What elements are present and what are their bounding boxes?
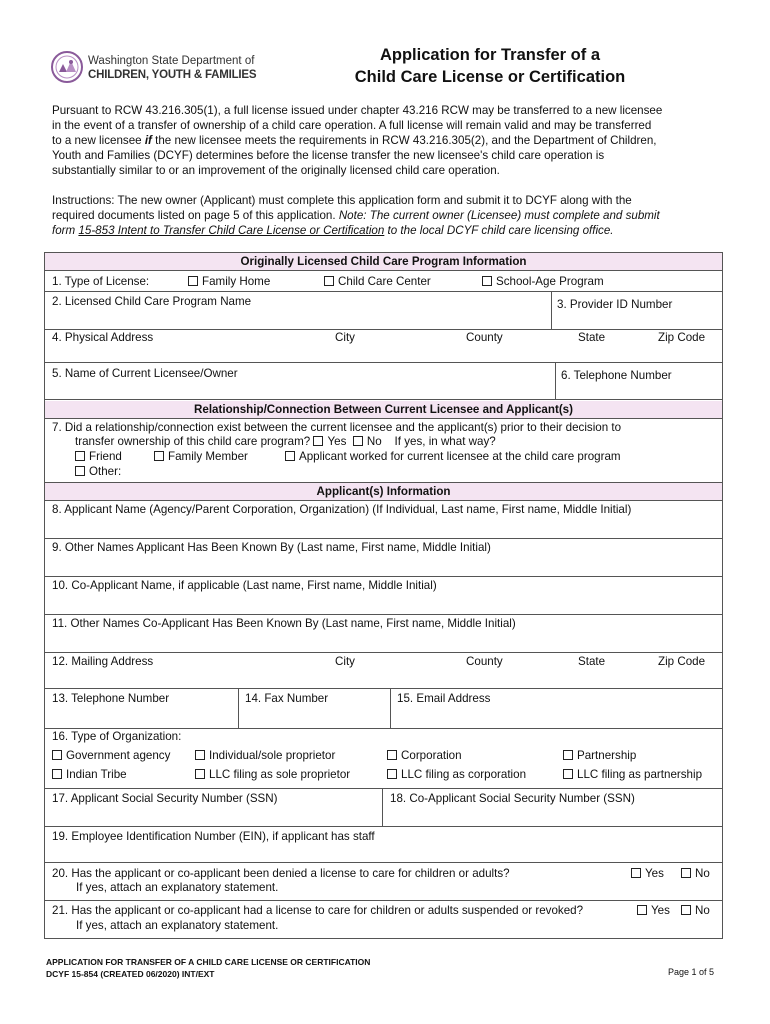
intro-line: substantially similar to or an improvement of the originally licensed child care operation. [52, 164, 500, 177]
form-footer [46, 956, 370, 980]
intro-line: Youth and Families (DCYF) determines before the license transfer the new licensee's child care operation is [52, 149, 605, 162]
applicant-ssn-field[interactable]: 17. Applicant Social Security Number (SSN) [52, 792, 278, 805]
option-label: Other: [89, 465, 122, 478]
logo-line1: Washington State Department of [88, 55, 255, 67]
option-label: No [366, 435, 382, 448]
intro-line [52, 133, 732, 148]
page-number: Page 1 of 5 [667, 967, 714, 977]
checkbox-icon[interactable] [387, 769, 397, 779]
checkbox-icon[interactable] [154, 451, 164, 461]
denied-license-question: 20. Has the applicant or co-applicant been denied a license to care for children or adults? [52, 867, 510, 880]
relationship-question-line2 [75, 435, 496, 449]
option-label: Indian Tribe [66, 768, 127, 781]
checkbox-icon[interactable] [563, 769, 573, 779]
suspended-license-question: 21. Has the applicant or co-applicant had a license to care for children or adults suspended or revoked? [52, 904, 584, 917]
checkbox-icon[interactable] [195, 769, 205, 779]
org-corporation[interactable] [387, 749, 462, 763]
option-label: Partnership [577, 749, 637, 762]
logo-line2: CHILDREN, YOUTH & FAMILIES [88, 69, 257, 81]
footer-line2: DCYF 15-854 (CREATED 06/2020) INT/EXT [46, 969, 215, 979]
denied-no-checkbox[interactable] [681, 867, 710, 881]
title-line1: Application for Transfer of a [379, 46, 601, 64]
type-of-license-label: 1. Type of License: [52, 275, 150, 288]
option-label: No [695, 867, 710, 880]
relationship-other[interactable] [75, 465, 121, 479]
intro-line: Pursuant to RCW 43.216.305(1), a full license issued under chapter 43.216 RCW may be transferred to a new licensee [52, 104, 663, 117]
option-label: Family Member [168, 450, 248, 463]
checkbox-icon[interactable] [188, 276, 198, 286]
checkbox-icon[interactable] [195, 750, 205, 760]
page-title [300, 44, 680, 88]
intro-text: the new licensee meets the requirements in RCW 43.216.305(2), and the Department of Children, [151, 134, 657, 147]
checkbox-icon[interactable] [285, 451, 295, 461]
org-indian-tribe[interactable] [52, 768, 127, 782]
ein-field[interactable]: 19. Employee Identification Number (EIN), if applicant has staff [52, 830, 375, 843]
suspended-no-checkbox[interactable] [681, 904, 710, 918]
checkbox-icon[interactable] [52, 769, 62, 779]
license-child-care-center[interactable] [324, 275, 431, 289]
license-school-age[interactable] [482, 275, 604, 289]
physical-zip-field[interactable]: Zip Code [658, 331, 706, 344]
option-label: Friend [89, 450, 122, 463]
provider-id-field[interactable]: 3. Provider ID Number [557, 298, 673, 311]
mailing-county-field[interactable]: County [466, 655, 503, 668]
applicant-name-field[interactable]: 8. Applicant Name (Agency/Parent Corporation, Organization) (If Individual, Last name, First name, Middle Initial) [52, 503, 632, 516]
section-header-applicant: Applicant(s) Information [45, 483, 722, 500]
relationship-no-checkbox[interactable] [353, 436, 363, 446]
option-label: LLC filing as sole proprietor [209, 768, 351, 781]
org-government-agency[interactable] [52, 749, 170, 763]
footer-line1: APPLICATION FOR TRANSFER OF A CHILD CARE LICENSE OR CERTIFICATION [46, 957, 371, 967]
checkbox-icon[interactable] [631, 868, 641, 878]
checkbox-icon[interactable] [482, 276, 492, 286]
instructions-note: Note: The current owner (Licensee) must complete and submit [338, 209, 660, 222]
mailing-state-field[interactable]: State [578, 655, 606, 668]
denied-yes-checkbox[interactable] [631, 867, 664, 881]
instructions-text: required documents listed on page 5 of this application. [52, 209, 339, 222]
relationship-friend[interactable] [75, 450, 122, 464]
org-llc-partnership[interactable] [563, 768, 702, 782]
org-llc-sole-proprietor[interactable] [195, 768, 350, 782]
checkbox-icon[interactable] [637, 905, 647, 915]
checkbox-icon[interactable] [75, 466, 85, 476]
relationship-family-member[interactable] [154, 450, 248, 464]
instructions-note: form [52, 224, 79, 237]
instructions-paragraph [52, 193, 732, 238]
checkbox-icon[interactable] [681, 868, 691, 878]
co-applicant-ssn-field[interactable]: 18. Co-Applicant Social Security Number (SSN) [390, 792, 635, 805]
org-llc-corporation[interactable] [387, 768, 526, 782]
instructions-note: to the local DCYF child care licensing office. [384, 224, 614, 237]
option-label: School-Age Program [496, 275, 604, 288]
suspended-license-note: If yes, attach an explanatory statement. [76, 919, 279, 932]
option-label: Yes [645, 867, 664, 880]
option-label: Yes [651, 904, 670, 917]
option-label: Family Home [202, 275, 271, 288]
question-text: If yes, in what way? [394, 435, 496, 448]
checkbox-icon[interactable] [387, 750, 397, 760]
option-label: LLC filing as partnership [577, 768, 703, 781]
program-name-field[interactable]: 2. Licensed Child Care Program Name [52, 295, 252, 308]
physical-address-field[interactable]: 4. Physical Address [52, 331, 154, 344]
physical-state-field[interactable]: State [578, 331, 606, 344]
option-label: Individual/sole proprietor [209, 749, 336, 762]
option-label: Child Care Center [338, 275, 431, 288]
physical-county-field[interactable]: County [466, 331, 503, 344]
title-line2: Child Care License or Certification [354, 68, 626, 86]
mailing-zip-field[interactable]: Zip Code [658, 655, 706, 668]
application-form [44, 252, 723, 939]
applicant-telephone-field[interactable]: 13. Telephone Number [52, 692, 170, 705]
fax-number-field[interactable]: 14. Fax Number [245, 692, 329, 705]
relationship-yes-checkbox[interactable] [313, 436, 323, 446]
option-label: No [695, 904, 710, 917]
intro-emphasis: if [144, 134, 152, 147]
option-label: Government agency [66, 749, 171, 762]
org-partnership[interactable] [563, 749, 636, 763]
physical-city-field[interactable]: City [335, 331, 355, 344]
section-header-program: Originally Licensed Child Care Program Information [45, 253, 722, 270]
co-applicant-other-names-field[interactable]: 11. Other Names Co-Applicant Has Been Known By (Last name, First name, Middle Initial) [52, 617, 516, 630]
current-licensee-field[interactable]: 5. Name of Current Licensee/Owner [52, 367, 238, 380]
checkbox-icon[interactable] [324, 276, 334, 286]
instructions-line: Instructions: The new owner (Applicant) must complete this application form and submit it to DCYF along with the [52, 194, 632, 207]
mailing-address-field[interactable]: 12. Mailing Address [52, 655, 154, 668]
instructions-line [52, 208, 732, 223]
option-label: Yes [327, 435, 347, 448]
suspended-yes-checkbox[interactable] [637, 904, 670, 918]
relationship-question: 7. Did a relationship/connection exist between the current licensee and the applicant(s) prior to their decision to [52, 421, 622, 434]
checkbox-icon[interactable] [75, 451, 85, 461]
option-label: Applicant worked for current licensee at the child care program [299, 450, 621, 463]
checkbox-icon[interactable] [52, 750, 62, 760]
form-15-853-link[interactable]: 15-853 Intent to Transfer Child Care License or Certification [78, 224, 385, 237]
denied-license-note: If yes, attach an explanatory statement. [76, 881, 279, 894]
checkbox-icon[interactable] [563, 750, 573, 760]
intro-line: in the event of a transfer of ownership of a child care operation. A full license will remain valid and may be transferred [52, 119, 652, 132]
licensee-telephone-field[interactable]: 6. Telephone Number [561, 369, 672, 382]
intro-text: to a new licensee [52, 134, 145, 147]
email-address-field[interactable]: 15. Email Address [397, 692, 491, 705]
organization-type-label: 16. Type of Organization: [52, 730, 182, 743]
instructions-line [52, 223, 732, 238]
question-text: transfer ownership of this child care program? [75, 435, 311, 448]
dcyf-logo [50, 48, 257, 88]
section-header-relationship: Relationship/Connection Between Current Licensee and Applicant(s) [45, 401, 722, 418]
mailing-city-field[interactable]: City [335, 655, 355, 668]
intro-paragraph [52, 103, 732, 178]
option-label: LLC filing as corporation [401, 768, 527, 781]
checkbox-icon[interactable] [681, 905, 691, 915]
dcyf-logo-icon [50, 50, 84, 84]
co-applicant-name-field[interactable]: 10. Co-Applicant Name, if applicable (Last name, First name, Middle Initial) [52, 579, 437, 592]
applicant-other-names-field[interactable]: 9. Other Names Applicant Has Been Known By (Last name, First name, Middle Initial) [52, 541, 491, 554]
license-family-home[interactable] [188, 275, 270, 289]
relationship-worked-for[interactable] [285, 450, 621, 464]
option-label: Corporation [401, 749, 462, 762]
org-sole-proprietor[interactable] [195, 749, 335, 763]
